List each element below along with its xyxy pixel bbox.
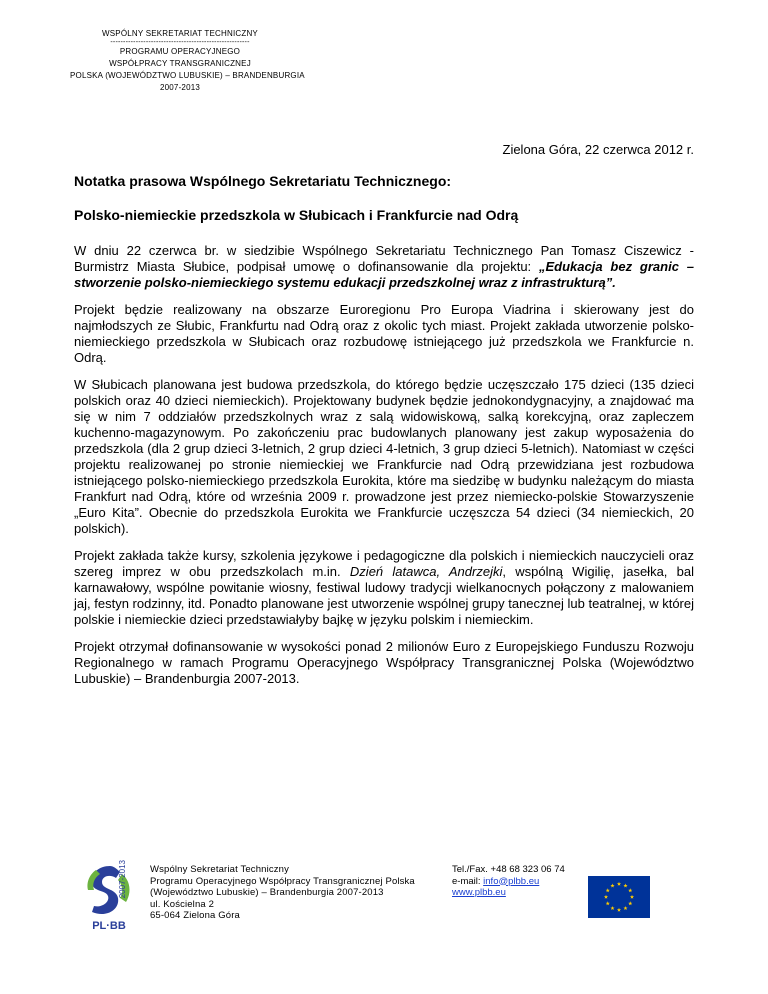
footer-phone: Tel./Fax. +48 68 323 06 74 <box>452 864 565 875</box>
eu-flag-icon <box>588 876 650 918</box>
footer-website-link[interactable]: www.plbb.eu <box>452 887 506 898</box>
paragraph-5: Projekt otrzymał dofinansowanie w wysokości ponad 2 milionów Euro z Europejskiego Funduszu Rozwoju Regionalnego w ramach Programu Operacyjnego Współpracy Transgranicznej Polska (Województwo Lubuskie) – Brandenburgia 2007-2013. <box>74 639 694 686</box>
footer-contact <box>452 864 565 899</box>
paragraph-4 <box>74 548 694 628</box>
letterhead-line1: WSPÓLNY SEKRETARIAT TECHNICZNY <box>102 29 258 38</box>
footer-address <box>150 864 415 922</box>
letterhead-line5: 2007-2013 <box>159 83 201 92</box>
plbb-logo <box>80 860 142 936</box>
footer-email-row <box>452 876 565 888</box>
footer-address-line: 65-064 Zielona Góra <box>150 910 240 921</box>
plbb-logo-year: 2007-2013 <box>118 860 127 899</box>
footer-address-line: (Województwo Lubuskie) – Brandenburgia 2007-2013 <box>150 887 384 898</box>
letterhead-separator: ------------------------------------------------------- <box>110 39 250 46</box>
letterhead-line4: POLSKA (WOJEWÓDZTWO LUBUSKIE) – BRANDENBURGIA <box>70 71 305 80</box>
paragraph-4-italic: Dzień latawca, Andrzejki <box>349 564 503 579</box>
footer <box>0 850 768 960</box>
paragraph-1-text: W dniu 22 czerwca br. w siedzibie Wspólnego Sekretariatu Technicznego Pan Tomasz Ciszewicz - Burmistrz Miasta Słubice, podpisał umowę o dofinansowanie dla projektu: <box>74 243 694 274</box>
plbb-logo-icon <box>80 860 140 920</box>
letterhead-line3: WSPÓŁPRACY TRANSGRANICZNEJ <box>109 59 251 68</box>
project-name: „Edukacja bez granic – stworzenie polsko-niemieckiego systemu edukacji przedszkolnej wraz z infrastrukturą”. <box>74 259 694 290</box>
eu-flag <box>588 876 650 918</box>
paragraph-3: W Słubicach planowana jest budowa przedszkola, do którego będzie uczęszczało 175 dzieci (135 dzieci polskich oraz 40 dzieci niemieckich). Projektowany budynek będzie jednokondygnacyjny, a znajdować ma się w nim 7 oddziałów przedszkolnych wraz z salą widowiskową, salką korekcyjną, oraz zapleczem kuchenno-magazynowym. Po zakończeniu prac budowlanych planowany jest zakup wyposażenia do przedszkola (dla 2 grup dzieci 3-letnich, 2 grup dzieci 4-letnich, 3 grup dzieci 5-letnich). Natomiast w części projektu realizowanej po stronie niemieckiej we Frankfurcie nad Odrą przewidziana jest rozbudowa istniejącego polsko-niemieckiego przedszkola Eurokita, które ma siedzibę w budynku należącym do miasta Frankfurt nad Odrą, które od września 2009 r. prowadzone jest przez niemiecko-polskie Stowarzyszenie „Euro Kita”. Obecnie do przedszkola Eurokita we Frankfurcie uczęszcza 54 dzieci (34 niemieckich, 20 polskich). <box>74 377 694 536</box>
page-title: Notatka prasowa Wspólnego Sekretariatu Technicznego: <box>74 173 452 189</box>
letterhead <box>70 28 305 94</box>
footer-address-line: ul. Kościelna 2 <box>150 898 215 910</box>
paragraph-1 <box>74 243 694 291</box>
press-release-body <box>74 173 694 698</box>
letterhead-line2: PROGRAMU OPERACYJNEGO <box>119 47 241 56</box>
footer-email-label: e-mail: <box>452 875 484 887</box>
footer-address-line: Wspólny Sekretariat Techniczny <box>150 864 289 875</box>
dateline: Zielona Góra, 22 czerwca 2012 r. <box>502 142 694 157</box>
page-subtitle: Polsko-niemieckie przedszkola w Słubicach i Frankfurcie nad Odrą <box>74 207 519 223</box>
paragraph-2: Projekt będzie realizowany na obszarze Euroregionu Pro Europa Viadrina i skierowany jest do najmłodszych ze Słubic, Frankfurtu nad Odrą oraz z okolic tych miast. Projekt zakłada utworzenie polsko-niemieckiego przedszkola w Słubicach oraz rozbudowę istniejącego już przedszkola we Frankfurcie n. Odrą. <box>74 302 694 365</box>
paragraph-4-text-b: , wspólną Wigilię, jasełka, bal karnawałowy, wspólne powitanie wiosny, festiwal ludowy tradycji wielkanocnych połączony z malowaniem jaj, festyn rodzinny, itd. Ponadto planowane jest utworzenie wspólnej grupy tanecznej lub teatralnej, w której polskie i niemieckie dzieci przedstawiałyby bajkę w języku polskim i niemieckim. <box>74 564 695 627</box>
footer-email-link[interactable]: info@plbb.eu <box>483 875 540 887</box>
plbb-logo-text: PL·BB <box>92 920 126 932</box>
footer-address-line: Programu Operacyjnego Współpracy Transgranicznej Polska <box>150 875 415 887</box>
paragraph-4-text-a: Projekt zakłada także kursy, szkolenia językowe i pedagogiczne dla polskich i niemieckich nauczycieli oraz szereg imprez w obu przedszkolach m.in. <box>74 548 694 579</box>
